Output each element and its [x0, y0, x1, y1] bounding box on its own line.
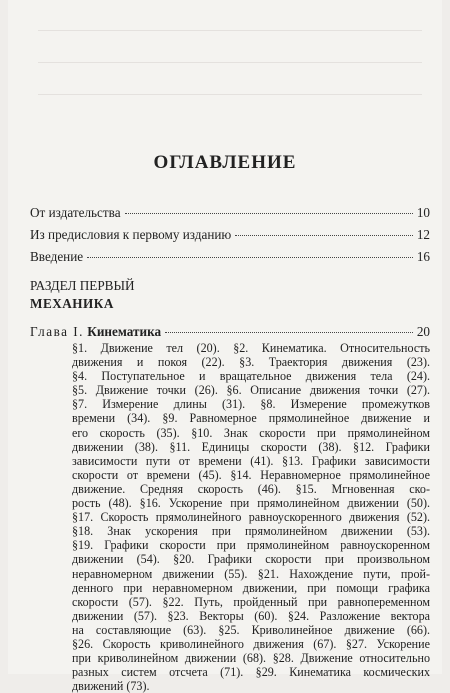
- toc-entry: [30, 227, 430, 243]
- chapter-contents-line: §4. Поступательное и вращательное движения тела (24).: [72, 369, 430, 384]
- toc-leader-dots: [235, 235, 413, 236]
- chapter-contents-line: §17. Скорость прямолинейного равноускоренного движения (52).: [72, 510, 430, 525]
- toc-leader-dots: [165, 332, 413, 333]
- chapter-contents-line: движения и покоя (22). §3. Траектория движения (23).: [72, 355, 430, 370]
- chapter-contents-line: §7. Измерение длины (31). §8. Измерение промежутков: [72, 397, 430, 412]
- toc-entry-page: 12: [416, 227, 430, 242]
- chapter-contents-line: движении (57). §23. Векторы (60). §24. Разложение вектора: [72, 608, 430, 623]
- chapter-contents-line: движении (54). §20. Графики скорости при произвольном: [72, 552, 430, 567]
- chapter-page: 20: [416, 324, 430, 339]
- bleed-through-line: [38, 30, 422, 31]
- section-title: РАЗДЕЛ ПЕРВЫЙ: [30, 278, 135, 293]
- toc-leader-dots: [87, 257, 413, 258]
- chapter-contents: [72, 341, 430, 693]
- bleed-through-line: [38, 62, 422, 63]
- chapter-contents-line: §5. Движение точки (26). §6. Описание движения точки (27).: [72, 383, 430, 398]
- section-name: МЕХАНИКА: [30, 296, 114, 311]
- bleed-through-line: [38, 94, 422, 95]
- chapter-entry: [30, 324, 430, 340]
- book-page: [8, 0, 442, 693]
- chapter-name: Кинематика: [87, 324, 162, 339]
- toc-entry-page: 10: [416, 205, 430, 220]
- chapter-contents-line: §19. Графики скорости при прямолинейном равноускоренном: [72, 538, 430, 553]
- chapter-contents-line: его скорость (35). §10. Знак скорости при прямолинейном: [72, 425, 430, 440]
- chapter-contents-line: §26. Скорость криволинейного движения (67). §27. Ускорение: [72, 636, 430, 651]
- chapter-contents-line: времени (34). §9. Равномерное прямолинейное движение и: [72, 411, 430, 426]
- chapter-contents-line: на составляющие (63). §25. Криволинейное движение (66).: [72, 622, 430, 637]
- toc-entry: [30, 205, 430, 221]
- chapter-contents-line: зависимости пути от времени (41). §13. Графики зависимости: [72, 453, 430, 468]
- chapter-contents-line: движении (38). §11. Единицы скорости (38). §12. Графики: [72, 439, 430, 454]
- chapter-contents-line: движение. Средняя скорость (46). §15. Мгновенная ско-: [72, 481, 430, 496]
- toc-heading: ОГЛАВЛЕНИЕ: [153, 152, 297, 173]
- chapter-contents-line: движений (73).: [72, 679, 150, 693]
- toc-entry-page: 16: [416, 249, 430, 264]
- toc-leader-dots: [125, 213, 413, 214]
- toc-entry: [30, 249, 430, 265]
- chapter-contents-line: скорости (57). §22. Путь, пройденный при равнопеременном: [72, 594, 430, 609]
- chapter-contents-line: скорости от времени (45). §14. Неравномерное прямолинейное: [72, 467, 430, 482]
- chapter-contents-line: денного при неравномерном движении, при помощи графика: [72, 580, 430, 595]
- chapter-contents-line: §1. Движение тел (20). §2. Кинематика. Относительность: [72, 341, 430, 355]
- toc-entry-label: От издательства: [30, 205, 121, 220]
- chapter-contents-line: §18. Знак ускорения при прямолинейном движении (53).: [72, 524, 430, 539]
- chapter-label: [30, 324, 161, 340]
- chapter-contents-line: рость (48). §16. Ускорение при прямолинейном движении (50).: [72, 496, 430, 511]
- toc-entry-label: Введение: [30, 249, 84, 264]
- toc-entry-label: Из предисловия к первому изданию: [30, 227, 232, 242]
- chapter-prefix: Глава I.: [30, 324, 84, 339]
- chapter-contents-line: неравномерном движении (55). §21. Нахождение пути, прой-: [72, 566, 430, 581]
- chapter-contents-line: разных систем отсчета (71). §29. Кинематика космических: [72, 665, 430, 680]
- chapter-contents-line: при криволинейном движении (68). §28. Движение относительно: [72, 651, 430, 666]
